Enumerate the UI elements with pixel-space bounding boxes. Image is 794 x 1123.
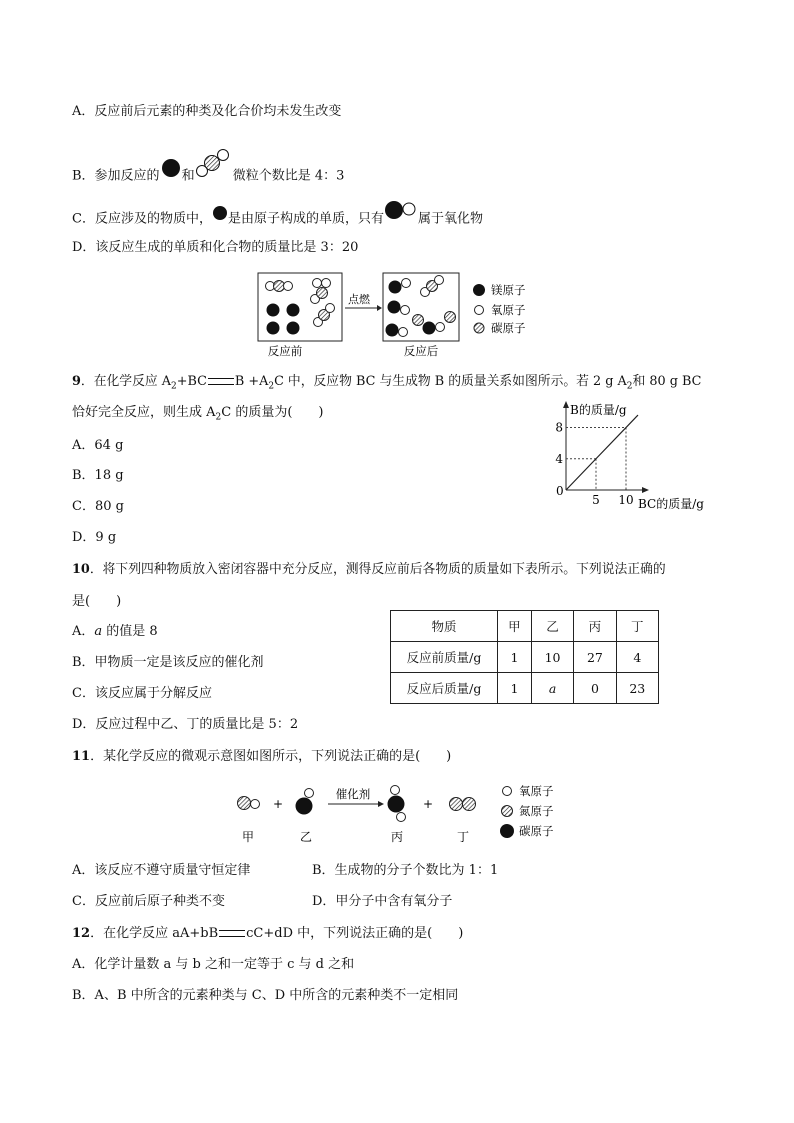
q9-stem-c: B +A [234,374,269,389]
origin-label: 0 [556,484,564,498]
table-header: 丙 [574,611,616,642]
q10-a-pre: A． [72,624,95,639]
ignite-arrow-label: 点燃 [348,293,370,306]
table-cell: 10 [531,642,573,673]
q9-sub: 2 [171,381,177,392]
q9-stem-line1 [72,374,701,395]
q10-option-c[interactable]: C．该反应属于分解反应 [72,686,212,701]
q11-stem [72,749,451,765]
q9-stem-a: ．在化学反应 A [80,374,171,389]
equals-sign [219,930,245,937]
q10-stem-line1 [72,562,666,578]
before-label: 反应前 [267,344,303,358]
plus-sign: + [422,797,434,811]
q9-option-b[interactable]: B．18 g [72,468,124,483]
q10-number: 10 [72,562,90,577]
q11-option-a[interactable]: A．该反应不遵守质量守恒定律 [72,863,251,878]
q10-a-var: a [94,624,103,639]
q9-option-c[interactable]: C．80 g [72,499,124,514]
q8-option-d[interactable]: D．该反应生成的单质和化合物的质量比是 3：20 [72,240,359,255]
q9-option-d[interactable]: D．9 g [72,530,117,545]
label-jia: 甲 [241,830,255,844]
q11-option-d[interactable]: D．甲分子中含有氧分子 [312,894,453,909]
series-line [566,415,638,490]
q11-number: 11 [72,749,91,764]
y-axis-label: B的质量/g [570,403,627,417]
table-cell: 23 [616,673,658,704]
x-axis-arrow [642,487,649,493]
q12-stem-b: aA+bB [172,926,219,941]
magnesium-atom-icon [212,210,228,228]
legend-mg: 镁原子 [491,283,526,297]
y-axis-arrow [563,401,569,408]
q12-option-a[interactable]: A．化学计量数 a 与 b 之和一定等于 c 与 d 之和 [72,957,355,972]
q8-reaction-diagram [255,270,545,362]
plus-sign: + [272,797,284,811]
table-header-row [391,611,659,642]
x-tick-5: 5 [592,493,600,507]
q9-number: 9 [72,374,81,389]
q8-option-b-post: 微粒个数比是 4：3 [232,168,345,184]
table-row [391,673,659,704]
q11-stem-text: ．某化学反应的微观示意图如图所示，下列说法正确的是( ) [90,749,452,764]
label-bing: 丙 [390,830,404,844]
q9-stem-b: +BC [176,374,207,389]
table-cell: 反应前质量/g [391,642,498,673]
legend-c: 碳原子 [491,321,526,335]
y-tick-8: 8 [555,420,563,435]
q11-option-b[interactable]: B．生成物的分子个数比为 1：1 [312,863,499,878]
q10-option-b[interactable]: B．甲物质一定是该反应的催化剂 [72,655,264,670]
table-header: 乙 [531,611,573,642]
x-tick-10: 10 [618,493,634,507]
q8-option-b-mid: 和 [181,168,195,184]
catalyst-arrow-label: 催化剂 [335,787,371,801]
q11-option-c[interactable]: C．反应前后原子种类不变 [72,894,225,909]
x-axis-label: BC的质量/g [638,497,704,511]
legend-c: 碳原子 [519,824,554,838]
q11-reaction-diagram [230,780,570,848]
table-cell: 4 [616,642,658,673]
q10-stem-line2: 是( ) [72,594,122,609]
q12-number: 12 [72,926,91,941]
mgo-molecule-icon [384,208,418,230]
q10-mass-table [390,610,659,704]
q9-sub: 2 [268,381,275,392]
q8-option-c[interactable] [72,208,483,230]
q12-stem-a: ．在化学反应 [90,926,173,941]
q9-option-a[interactable]: A．64 g [72,438,124,453]
y-tick-4: 4 [555,451,563,466]
equals-sign [208,378,234,385]
table-header: 甲 [498,611,532,642]
q10-option-d[interactable]: D．反应过程中乙、丁的质量比是 5：2 [72,717,299,732]
after-label: 反应后 [403,344,439,358]
q12-stem-c: cC+dD 中，下列说法正确的是( ) [246,926,464,941]
legend-o: 氧原子 [519,784,554,798]
table-cell: 反应后质量/g [391,673,498,704]
co2-molecule-icon [195,163,229,189]
q9-sub: 2 [626,381,633,392]
q9-stem-d: C 中，反应物 BC 与生成物 B 的质量关系如图所示。若 2 g A [274,374,627,389]
q9-stem-e: 和 80 g BC [632,374,702,389]
q10-option-a[interactable] [72,624,158,640]
magnesium-atom-icon [160,163,182,189]
q12-option-b[interactable]: B．A、B 中所含的元素种类与 C、D 中所含的元素种类不一定相同 [72,988,459,1003]
label-ding: 丁 [456,830,470,844]
table-cell: 1 [498,673,532,704]
q8-option-b[interactable] [72,163,344,189]
q9-stem2-b: C 的质量为( ) [221,405,324,420]
q9-sub: 2 [215,412,222,423]
table-cell: 27 [574,642,616,673]
table-row [391,642,659,673]
legend-n: 氮原子 [519,804,554,818]
q8-option-c-post: 属于氧化物 [417,211,483,227]
q12-stem [72,926,463,942]
q10-a-post: 的值是 8 [102,624,158,639]
q8-option-c-pre: C．反应涉及的物质中， [72,211,212,227]
table-header: 丁 [616,611,658,642]
q8-option-a[interactable]: A．反应前后元素的种类及化合价均未发生改变 [72,104,342,119]
table-cell: a [531,673,573,704]
table-cell: 0 [574,673,616,704]
q9-stem-line2 [72,405,324,426]
legend-o: 氧原子 [491,303,526,317]
q9-stem2-a: 恰好完全反应，则生成 A [72,405,216,420]
label-yi: 乙 [299,830,313,844]
q8-option-c-mid: 是由原子构成的单质，只有 [227,211,384,227]
table-cell: 1 [498,642,532,673]
q9-chart [548,400,728,516]
table-header: 物质 [391,611,498,642]
q8-option-b-pre: B．参加反应的 [72,168,160,184]
q10-stem-text: ．将下列四种物质放入密闭容器中充分反应，测得反应前后各物质的质量如下表所示。下列说法正确的 [89,562,666,577]
